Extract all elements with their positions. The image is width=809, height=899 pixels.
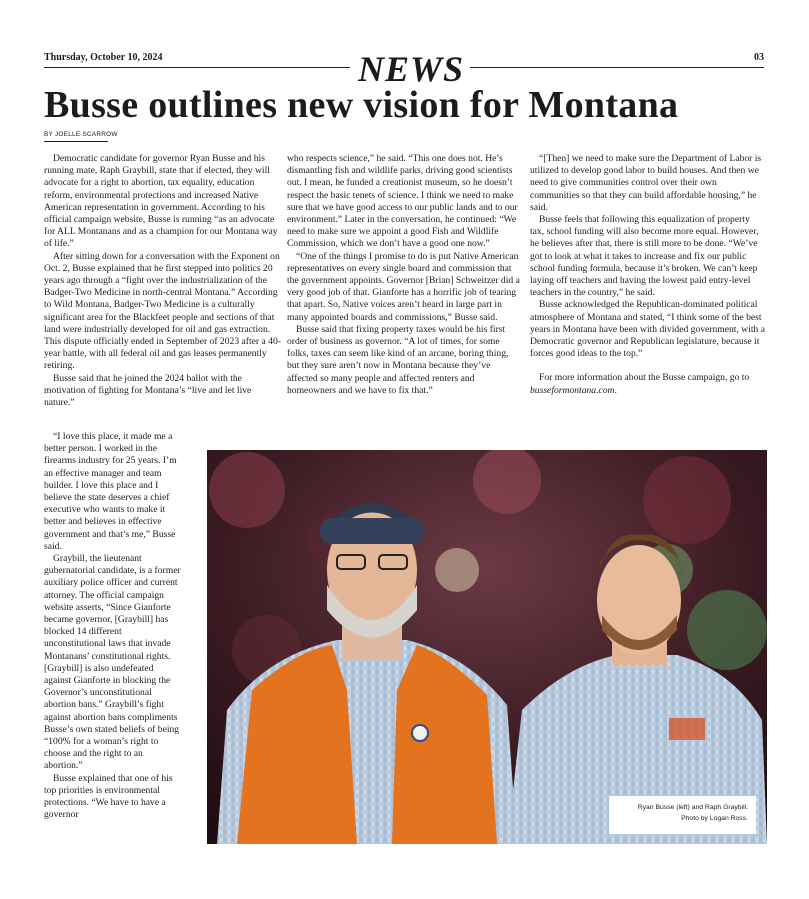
paragraph: “[Then] we need to make sure the Department of Labor is utilized to develop good labor to build houses. And then we need to give communities control over their own communities so that they can build affordable housing,” he said.	[530, 153, 762, 213]
caption-subjects: Ryan Busse (left) and Raph Graybill.	[637, 804, 748, 811]
paragraph: Busse said that he joined the 2024 ballot with the motivation of fighting for Montana’s “live and let live nature.”	[44, 372, 252, 409]
issue-date: Thursday, October 10, 2024	[44, 52, 163, 63]
byline-rule	[44, 141, 108, 142]
closing-text: For more information about the Busse campaign, go to	[539, 372, 750, 384]
paragraph: Busse explained that one of his top priorities is environmental protections. “We have to have a governor	[44, 772, 173, 821]
photo-caption	[609, 796, 756, 834]
paragraph: Busse acknowledged the Republican-dominated political atmosphere of Montana and stated, “I think some of the best years in Montana have been with divided government, with a Democratic governor and Republican legislature, because it forces good ideas to the top.”	[530, 299, 765, 360]
article-column-1	[44, 153, 282, 409]
masthead-rule-left	[44, 67, 350, 68]
headline: Busse outlines new vision for Montana	[44, 84, 679, 126]
page-number: 03	[754, 52, 764, 63]
article-column-1-narrow	[44, 431, 182, 822]
paragraph: Busse said that fixing property taxes would be his first order of business as governor. “A lot of times, for some folks, taxes can seem like kind of an arcane, boring thing, but they sure aren’t now in Montana because they’ve affected so many people and affected renters and homeowners and we have to fix that.”	[287, 323, 509, 396]
masthead-rule-right	[470, 67, 764, 68]
paragraph: “One of the things I promise to do is put Native American representatives on every single board and commission that the government appoints. Governor [Brian] Schweitzer did a very good job of that. Gianforte has a horrific job of tearing that apart. So, Native voices aren’t heard in large part in many appointed boards and commissions,” Busse said.	[287, 250, 520, 323]
paragraph: After sitting down for a conversation with the Exponent on Oct. 2, Busse explained that he first stepped into politics 20 years ago through a “fight over the industrialization of the Badger-Two Medicine in north-central Montana.” According to Wild Montana, Badger-Two Medicine is a culturally significant area for the Blackfeet people and sections of that land were industrially developed for oil and gas extraction. This dispute officially ended in September of 2023 after a 40-year battle, with all federal oil and gas leases permanently retiring.	[44, 250, 281, 372]
paragraph: Graybill, the lieutenant gubernatorial candidate, is a former auxiliary police officer and current attorney. The official campaign website asserts, “Since Gianforte became governor, [Graybill] has blocked 14 different unconstitutional laws that invade Montanans’ constitutional rights. [Graybill] is also undefeated against Gianforte in blocking the Governor’s unconstitutional abortion bans.” Graybill’s fight against abortion bans compliments Busse’s own stated beliefs of being “100% for a woman’s right to choose and the right to an abortion.”	[44, 553, 181, 772]
article-column-3	[530, 153, 766, 397]
closing-punctuation: .	[614, 384, 617, 396]
paragraph: who respects science,” he said. “This one does not. He’s dismantling fish and wildlife parks, driving good scientists out. I mean, he funded a creationist museum, so he doesn’t respect the basic tenets of science. I think we need to make sure that we have good access to our public lands and to our environment.” Later in the conversation, he continued: “We need to make sure we appoint a good Fish and Wildlife Commission, which we don’t have a good one now.”	[287, 153, 518, 250]
paragraph: Busse feels that following this equalization of property tax, school funding will also become more equal. However, he believes after that, there is still more to be done. “We’ve got to look at what it takes to increase and fix our public school funding formula, because it’s broken. We can’t keep laying off teachers and having the lowest paid entry-level teachers in the country,” he said.	[530, 214, 759, 299]
candidates-photo	[207, 450, 767, 844]
photo-illustration	[207, 450, 767, 844]
article-column-2	[287, 153, 521, 397]
byline: BY JOELLE SCARROW	[44, 131, 118, 138]
caption-credit: Photo by Logan Ross.	[681, 815, 748, 822]
closing-paragraph	[530, 372, 766, 396]
masthead	[44, 49, 764, 89]
campaign-website-link[interactable]: busseformontana.com	[530, 384, 615, 396]
section-title: NEWS	[357, 49, 465, 89]
paragraph: “I love this place, it made me a better person. I worked in the firearms industry for 25 years. I’m an effective manager and team builder. I love this place and I believe the state deserves a chief executive who wants to make it better and believes in effective government and that’s me,” Busse said.	[44, 431, 177, 552]
paragraph: Democratic candidate for governor Ryan Busse and his running mate, Raph Graybill, state that if elected, they will advocate for a right to abortion, tax equality, education reform, environmental protections and increased Native American representation in government. According to his official campaign website, Busse is running “as an advocate for ALL Montanans and as a champion for our Montana way of life.”	[44, 153, 278, 250]
